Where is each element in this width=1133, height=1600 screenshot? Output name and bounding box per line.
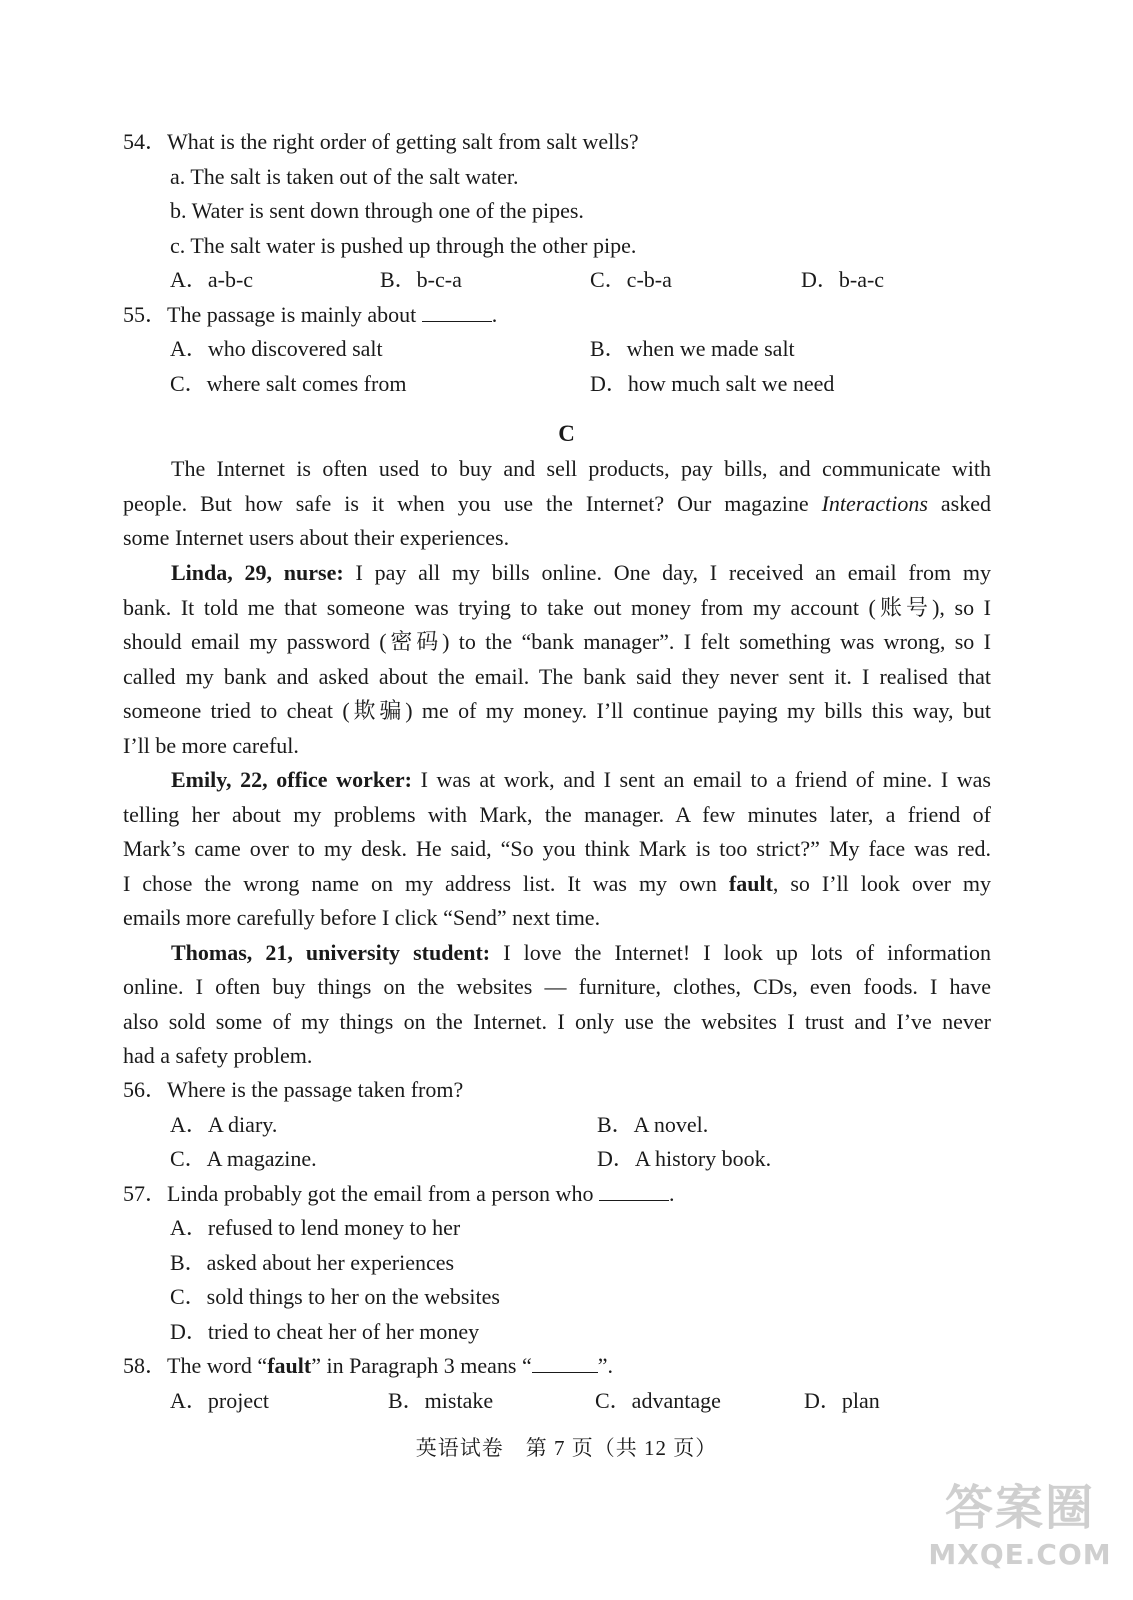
question-54-stem: 54．What is the right order of getting salt from salt wells? xyxy=(123,129,639,154)
question-57-stem-end: . xyxy=(668,1181,675,1206)
watermark-logo xyxy=(925,1478,1115,1588)
question-55-stem-end: . xyxy=(491,302,498,327)
question-55-option-b: B．when we made salt xyxy=(590,336,795,361)
question-58-stem-end: ”. xyxy=(597,1353,613,1378)
question-54-option-d: D．b-a-c xyxy=(801,267,885,292)
emily-text: I was at work, and I sent an email to a friend of mine. I was xyxy=(420,767,991,792)
question-55-option-a: A．who discovered salt xyxy=(170,336,383,361)
linda-line-3: should email my password (密码) to the “bank manager”. I felt something was wrong, so I xyxy=(123,629,991,654)
question-56-option-d: D．A history book. xyxy=(597,1146,772,1171)
question-58-stem-text: 58．The word “ xyxy=(123,1353,268,1378)
question-55-stem-text: 55．The passage is mainly about xyxy=(123,302,417,327)
emily-text-end: , so I’ll look over my xyxy=(772,871,991,896)
question-57-stem-text: 57．Linda probably got the email from a person who xyxy=(123,1181,594,1206)
keyword-fault: fault xyxy=(267,1353,312,1378)
emily-line-2: telling her about my problems with Mark, the manager. A few minutes later, a friend of xyxy=(123,802,991,827)
emily-text: I chose the wrong name on my address list. It was my own xyxy=(123,871,717,896)
answer-blank xyxy=(599,1182,669,1201)
linda-line-4: called my bank and asked about the email. The bank said they never sent it. I realised that xyxy=(123,664,991,689)
question-56-option-a: A．A diary. xyxy=(170,1112,278,1137)
speaker-linda: Linda, 29, nurse: xyxy=(171,560,344,585)
question-56-option-c: C．A magazine. xyxy=(170,1146,317,1171)
linda-line-5: someone tried to cheat (欺骗) me of my money. I’ll continue paying my bills this way, but xyxy=(123,698,991,723)
question-57-stem xyxy=(123,1181,674,1207)
answer-blank xyxy=(422,303,492,322)
emily-line-4 xyxy=(123,871,991,897)
question-54-option-a: A．a-b-c xyxy=(170,267,254,292)
emily-line-3: Mark’s came over to my desk. He said, “So you think Mark is too strict?” My face was red. xyxy=(123,836,991,861)
question-54-step-c: c. The salt water is pushed up through the other pipe. xyxy=(170,233,637,258)
question-58-option-d: D．plan xyxy=(804,1388,880,1413)
question-54-step-a: a. The salt is taken out of the salt water. xyxy=(170,164,519,189)
question-57-option-d: D．tried to cheat her of her money xyxy=(170,1319,480,1344)
question-57-option-b: B．asked about her experiences xyxy=(170,1250,455,1275)
thomas-line-2: online. I often buy things on the websites — furniture, clothes, CDs, even foods. I have xyxy=(123,974,991,999)
question-54-option-c: C．c-b-a xyxy=(590,267,672,292)
thomas-line-4: had a safety problem. xyxy=(123,1043,313,1068)
question-56-stem: 56．Where is the passage taken from? xyxy=(123,1077,464,1102)
question-58-option-c: C．advantage xyxy=(595,1388,721,1413)
question-55-stem xyxy=(123,302,497,328)
linda-line-6: I’ll be more careful. xyxy=(123,733,299,758)
watermark-seal: 答案圈 xyxy=(944,1480,1095,1536)
intro-text: people. But how safe is it when you use the Internet? Our magazine xyxy=(123,491,809,516)
linda-text: I pay all my bills online. One day, I received an email from my xyxy=(355,560,991,585)
question-57-option-c: C．sold things to her on the websites xyxy=(170,1284,500,1309)
linda-line-1 xyxy=(123,560,991,586)
question-54-step-b: b. Water is sent down through one of the pipes. xyxy=(170,198,584,223)
page-footer: 英语试卷 第 7 页（共 12 页） xyxy=(415,1436,718,1460)
question-55-option-d: D．how much salt we need xyxy=(590,371,835,396)
watermark-url: MXQE.COM xyxy=(928,1538,1112,1571)
answer-blank xyxy=(532,1354,598,1373)
question-58-stem-mid: ” in Paragraph 3 means “ xyxy=(311,1353,532,1378)
question-58-stem xyxy=(123,1353,613,1379)
thomas-line-3: also sold some of my things on the Internet. I only use the websites I trust and I’ve never xyxy=(123,1009,991,1034)
intro-line-2 xyxy=(123,491,991,517)
question-57-option-a: A．refused to lend money to her xyxy=(170,1215,461,1240)
emily-line-5: emails more carefully before I click “Send” next time. xyxy=(123,905,601,930)
emily-line-1 xyxy=(123,767,991,793)
speaker-emily: Emily, 22, office worker: xyxy=(171,767,412,792)
question-58-option-b: B．mistake xyxy=(388,1388,494,1413)
keyword-fault: fault xyxy=(728,871,773,896)
thomas-line-1 xyxy=(123,940,991,966)
question-54-option-b: B．b-c-a xyxy=(380,267,462,292)
intro-line-1: The Internet is often used to buy and sell products, pay bills, and communicate with xyxy=(171,456,991,481)
intro-line-3: some Internet users about their experiences. xyxy=(123,525,510,550)
magazine-title: Interactions xyxy=(821,491,928,516)
intro-text-end: asked xyxy=(940,491,992,516)
linda-line-2: bank. It told me that someone was trying to take out money from my account (账号), so I xyxy=(123,595,991,620)
speaker-thomas: Thomas, 21, university student: xyxy=(171,940,491,965)
section-heading: C xyxy=(558,421,575,446)
thomas-text: I love the Internet! I look up lots of information xyxy=(503,940,992,965)
question-55-option-c: C．where salt comes from xyxy=(170,371,407,396)
question-56-option-b: B．A novel. xyxy=(597,1112,709,1137)
question-58-option-a: A．project xyxy=(170,1388,269,1413)
